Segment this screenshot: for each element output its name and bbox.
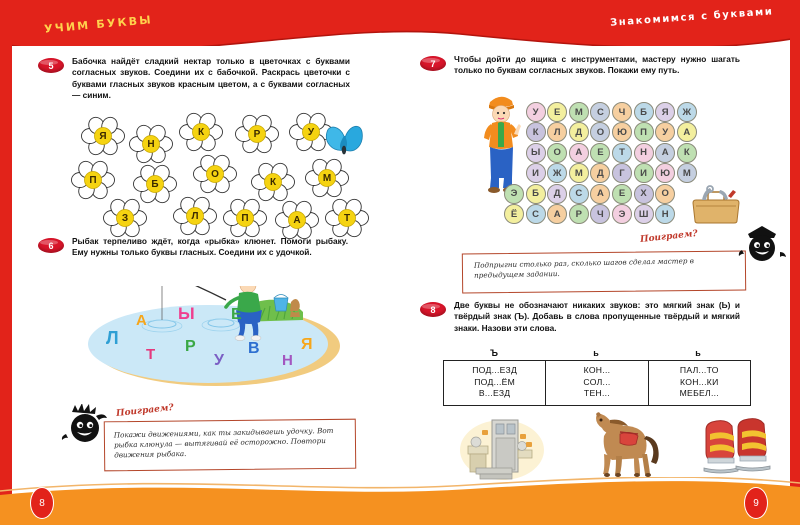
mascot-face-icon-right [738,224,786,270]
grid-cell-Ж[interactable]: Ж [677,102,697,122]
note-right-text: Подпрыгни столько раз, сколько шагов сделал мастер в предыдущем задании. [473,256,694,280]
task-5-text: Бабочка найдёт сладкий нектар только в цветочках с буквами согласных звуков. Соедини их с бабочкой. Раскрась цветочки с буквами гласных звуков красным цветом, а с буквами согласных — синим. [72,56,350,101]
flower-letter: О [211,168,219,180]
grid-cell-У[interactable]: У [526,102,546,122]
grid-cell-К[interactable]: К [677,143,697,163]
task-7 [420,54,740,77]
grid-cell-Е[interactable]: Е [612,184,632,204]
grid-cell-Ю[interactable]: Ю [612,122,632,142]
grid-cell-О[interactable]: О [655,184,675,204]
grid-cell-К[interactable]: К [526,122,546,142]
grid-cell-П[interactable]: П [634,122,654,142]
sign-header-1: Ъ [490,348,498,358]
grid-cell-М[interactable]: М [569,163,589,183]
pond-letter-Я[interactable]: Я [301,336,313,353]
word-item[interactable]: КОН...КИ [680,376,719,387]
grid-cell-Ы[interactable]: Ы [526,143,546,163]
note-left [60,404,360,476]
grid-cell-С[interactable]: С [526,204,546,224]
grid-cell-И[interactable]: И [526,163,546,183]
page-number-right: 9 [744,487,768,519]
grid-cell-Е[interactable]: Е [547,102,567,122]
pond-letter-У[interactable]: У [214,352,224,369]
pond-letter-А[interactable]: А [136,312,147,329]
note-left-text: Покажи движениями, как ты закидываешь удочку. Вот рыбка клюнула — вытягивай её осторожно. Повтори движения рыбака. [113,425,334,460]
grid-cell-О[interactable]: О [547,143,567,163]
flower-Р[interactable] [234,112,280,156]
grid-cell-Ж[interactable]: Ж [547,163,567,183]
grid-cell-Б[interactable]: Б [634,102,654,122]
right-red-edge [790,0,800,525]
sign-header-3: ь [695,348,701,358]
flower-letter: Б [151,178,159,190]
grid-cell-Н[interactable]: Н [634,143,654,163]
flower-letter: Я [99,130,107,142]
horse-icon [580,410,666,480]
task-8-badge[interactable]: 8 [420,302,446,317]
toolbox-icon [690,184,742,224]
flower-letter: З [121,212,129,224]
grid-cell-Е[interactable]: Е [590,143,610,163]
grid-cell-С[interactable]: С [569,184,589,204]
word-table [443,360,751,406]
grid-cell-Т[interactable]: Т [612,143,632,163]
grid-cell-Э[interactable]: Э [504,184,524,204]
grid-cell-А[interactable]: А [655,143,675,163]
grid-cell-А[interactable]: А [590,184,610,204]
flower-З[interactable] [102,196,148,240]
flower-Л[interactable] [172,194,218,238]
grid-cell-У[interactable]: У [655,122,675,142]
flower-field [62,114,362,239]
flower-П[interactable] [222,196,268,240]
grid-cell-Ч[interactable]: Ч [590,204,610,224]
grid-cell-Ю[interactable]: Ю [655,163,675,183]
header-left-title: УЧИМ БУКВЫ [43,13,154,36]
word-item[interactable]: В...ЕЗД [478,388,511,399]
letter-grid [504,102,704,224]
grid-cell-Х[interactable]: Х [634,184,654,204]
top-edge-strip [0,0,800,6]
grid-cell-А[interactable]: А [569,143,589,163]
grid-cell-И[interactable]: И [634,163,654,183]
grid-cell-С[interactable]: С [590,102,610,122]
grid-cell-Ё[interactable]: Ё [504,204,524,224]
grid-cell-Г[interactable]: Г [612,163,632,183]
flower-Я[interactable] [80,114,126,158]
pond-letter-Л[interactable]: Л [106,328,119,348]
flower-letter: К [197,126,205,138]
grid-cell-Я[interactable]: Я [655,102,675,122]
sign-header-2: ь [593,348,599,358]
task-6-badge[interactable]: 6 [38,238,64,253]
flower-letter: М [322,172,332,184]
task-7-badge[interactable]: 7 [420,56,446,71]
grid-cell-Б[interactable]: Б [526,184,546,204]
grid-cell-Э[interactable]: Э [612,204,632,224]
task-5 [38,56,350,102]
flower-О[interactable] [192,152,238,196]
butterfly-icon [322,116,366,164]
pond-letter-В[interactable]: В [248,340,260,357]
header-right-title: Знакомимся с буквами [610,6,775,29]
flower-Т[interactable] [324,196,370,240]
grid-cell-М[interactable]: М [677,163,697,183]
flower-letter: Л [191,210,199,222]
ice-skates-icon [700,412,778,482]
flower-letter: Н [147,138,155,150]
pond-letter-Е[interactable]: Е [231,306,242,323]
flower-letter: У [307,126,315,138]
pond-letter-Ы[interactable]: Ы [178,304,195,323]
grid-cell-А[interactable]: А [547,204,567,224]
grid-cell-М[interactable]: М [569,102,589,122]
grid-cell-Д[interactable]: Д [590,163,610,183]
task-8 [420,300,740,334]
pond-letter-Н[interactable]: Н [282,352,293,369]
pond-scene [88,286,368,396]
grid-cell-А[interactable]: А [677,122,697,142]
task-7-text: Чтобы дойти до ящика с инструментами, мастеру нужно шагать только по буквам согласных звуков. Покажи ему путь. [454,54,740,76]
pond-letters [88,286,368,396]
grid-cell-Д[interactable]: Д [547,184,567,204]
page-number-left: 8 [30,487,54,519]
left-red-edge [0,0,12,525]
building-entrance-icon [452,412,544,484]
word-item[interactable]: ПОД...ЕЗД [472,365,518,375]
flower-letter: П [241,212,249,224]
grid-cell-Р[interactable]: Р [569,204,589,224]
word-item[interactable]: МЕБЕЛ... [679,388,720,399]
flower-К[interactable] [178,110,224,154]
task-5-badge[interactable]: 5 [38,58,64,73]
flower-letter: П [89,174,97,186]
flower-letter: К [269,176,277,188]
word-item[interactable]: ПОД...ЁМ [474,376,516,387]
note-right-title: Поиграем? [639,229,699,245]
task-6 [38,236,348,259]
task-8-text: Две буквы не обозначают никаких звуков: это мягкий знак (Ь) и твёрдый знак (Ъ). Добавь в слова пропущенные твёрдый и мягкий знаки. Назови эти слова. [454,300,740,333]
word-item[interactable]: ПАЛ...ТО [679,365,719,375]
task-6-text: Рыбак терпеливо ждёт, когда «рыбка» клюнет. Помоги рыбаку. Ему нужны только буквы гласных. Соедини их с удочкой. [72,236,348,258]
grid-cell-Д[interactable]: Д [569,122,589,142]
word-column-3 [649,361,750,405]
word-column-1 [444,361,546,405]
word-item[interactable]: КОН... [583,365,611,375]
flower-letter: Т [343,212,351,224]
word-column-2 [546,361,648,405]
flower-Н[interactable] [128,122,174,166]
note-right [462,229,782,294]
grid-cell-О[interactable]: О [590,122,610,142]
pond-letter-Р[interactable]: Р [185,338,196,355]
grid-cell-Л[interactable]: Л [547,122,567,142]
footer-wave-decoration [0,477,800,503]
word-item[interactable]: ТЕН... [583,388,611,399]
word-item[interactable]: СОЛ... [583,376,611,387]
grid-cell-Ч[interactable]: Ч [612,102,632,122]
flower-letter: А [293,214,301,226]
flower-letter: Р [253,128,261,140]
pond-letter-Т[interactable]: Т [146,346,156,363]
grid-cell-Н[interactable]: Н [655,204,675,224]
header-band [0,0,800,46]
sign-headers [443,348,749,358]
note-left-title: Поиграем? [115,403,175,419]
grid-cell-Ш[interactable]: Ш [634,204,654,224]
